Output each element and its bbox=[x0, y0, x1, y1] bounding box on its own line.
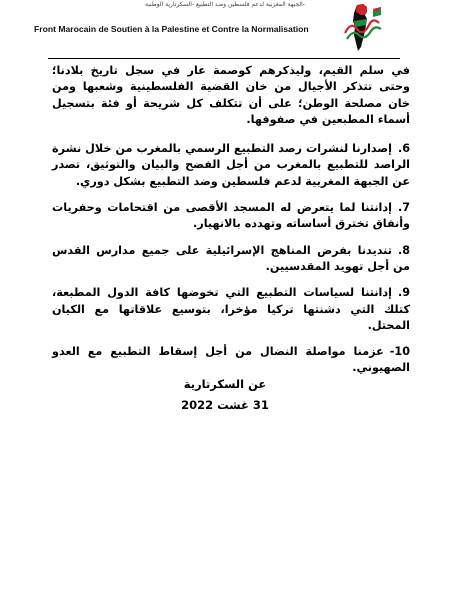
list-item bbox=[52, 285, 410, 334]
item-number: 6. bbox=[397, 142, 410, 156]
item-text: إدانتنا لسياسات التطبيع التي تخوضها كافة الدول المطبعة، كتلك التي دشنتها تركيا مؤخرا، بتوسيع علاقاتها مع الكيان المحتل. bbox=[52, 286, 410, 332]
statement-body bbox=[52, 63, 410, 387]
palestine-map-flag-logo-icon bbox=[343, 3, 383, 53]
signature-date: 31 غشت 2022 bbox=[181, 398, 269, 412]
signature-org: عن السكرتارية bbox=[183, 377, 267, 391]
list-item bbox=[52, 200, 410, 233]
item-text: عزمنا مواصلة النضال من أجل إسقاط التطبيع مع العدو الصهيوني. bbox=[52, 345, 410, 375]
item-text: تنديدنا بفرض المناهج الإسرائيلية على جميع مدارس القدس من أجل تهويد المقدسيين. bbox=[52, 243, 410, 273]
letterhead-french-title: Front Marocain de Soutien à la Palestine et Contre la Normalisation bbox=[34, 24, 309, 34]
list-item bbox=[52, 344, 410, 377]
signature-block bbox=[140, 377, 310, 412]
item-number: 10- bbox=[389, 345, 410, 359]
item-number: 9. bbox=[397, 286, 410, 300]
item-text: إصدارنا لنشرات رصد التطبيع الرسمي بالمغرب من خلال نشرة الراصد للتطبيع بالمغرب من أجل الفضح والبيان والتوثيق، تصدر عن الجبهة المغربية لدعم فلسطين وضد التطبيع بشكل دوري. bbox=[52, 142, 410, 188]
item-number: 8. bbox=[397, 243, 410, 257]
intro-paragraph: في سلم القيم، وليذكرهم كوصمة عار في سجل تاريخ بلادنا؛ وحتى تتذكر الأجيال من خان القضية الفلسطينية وشعبها ومن خان مصلحة الوطن؛ على أن تتكلف كل شريحة أو فئة بتسجيل أسماء المطبعين في صفوفها. bbox=[52, 64, 410, 126]
list-item bbox=[52, 243, 410, 276]
item-number: 7. bbox=[397, 201, 410, 215]
letterhead-divider bbox=[48, 58, 400, 59]
list-item bbox=[52, 141, 410, 190]
item-text: إدانتنا لما يتعرض له المسجد الأقصى من اقتحامات وحفريات وأنفاق تخترق أساساته وتهدده بالانهيار. bbox=[52, 201, 410, 231]
letterhead-arabic-title: الجبهة المغربية لدعم فلسطين وضد التطبيع -السكرتارية الوطنية- bbox=[145, 1, 305, 8]
letterhead bbox=[0, 0, 450, 60]
